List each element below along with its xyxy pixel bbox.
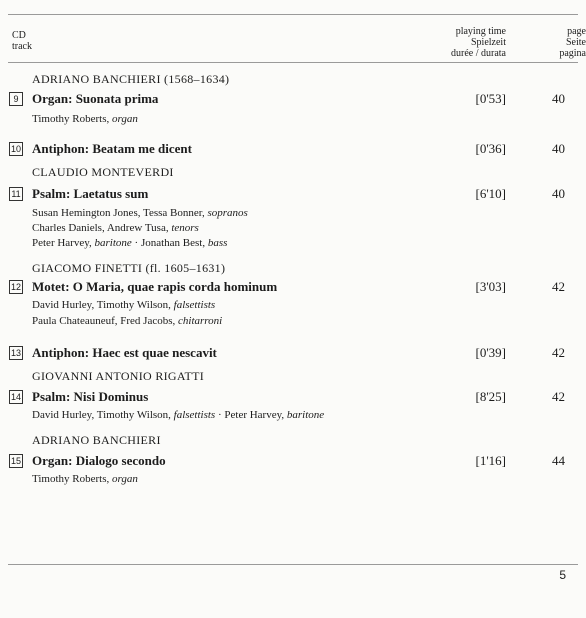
track-title: Motet: O Maria, quae rapis corda hominum: [32, 279, 278, 294]
seite-label: Seite: [566, 37, 586, 48]
track-title: Organ: Dialogo secondo: [32, 453, 166, 468]
track-number: 15: [10, 456, 21, 466]
track-title: Psalm: Nisi Dominus: [32, 389, 149, 404]
track-page: 40: [552, 141, 565, 156]
track-page: 44: [552, 453, 565, 468]
performer-role: tenors: [171, 222, 199, 234]
track-duration: [1'16]: [475, 453, 506, 468]
performer-role: sopranos: [207, 207, 248, 219]
pagina-label: pagina: [559, 48, 586, 59]
track-number: 9: [9, 92, 23, 106]
track-title: Organ: Suonata prima: [32, 91, 159, 106]
performer-role: organ: [111, 473, 138, 485]
track-duration: [6'10]: [475, 186, 506, 201]
duree-label: durée / durata: [451, 48, 506, 59]
track-title: Antiphon: Haec est quae nescavit: [32, 345, 217, 360]
track-title: Psalm: Laetatus sum: [32, 186, 149, 201]
track-number: 14: [10, 392, 21, 402]
performer-name: Timothy Roberts,: [32, 113, 110, 125]
performer-line: [32, 409, 324, 421]
track-number: 10: [10, 144, 21, 154]
performer-names: David Hurley, Timothy Wilson,: [32, 299, 171, 311]
composer-heading: GIACOMO FINETTI (fl. 1605–1631): [32, 261, 226, 275]
track-number: 11: [9, 187, 23, 201]
performer-role: falsettists: [173, 409, 216, 421]
performer-role: falsettists: [173, 299, 216, 311]
track-page: 40: [552, 186, 565, 201]
composer-heading: ADRIANO BANCHIERI: [32, 433, 161, 447]
page-label: page: [567, 26, 586, 37]
performer-name: Timothy Roberts,: [32, 473, 110, 485]
track-page: 42: [552, 279, 565, 294]
composer-heading: CLAUDIO MONTEVERDI: [32, 165, 174, 179]
performer-names: Susan Hemington Jones, Tessa Bonner,: [32, 207, 205, 219]
cd-label: CD: [12, 30, 26, 41]
top-rule: [8, 14, 578, 15]
track-duration: [0'36]: [475, 141, 506, 156]
performer-role: baritone: [286, 409, 325, 421]
performer-names: · Peter Harvey,: [217, 409, 285, 421]
performer-line: [32, 237, 227, 249]
track-title: Antiphon: Beatam me dicent: [32, 141, 192, 156]
track-duration: [0'39]: [475, 345, 506, 360]
track-number: 13: [10, 348, 21, 358]
performer-role: chitarroni: [178, 315, 223, 327]
performer-line: [32, 473, 138, 485]
track-number: 12: [10, 282, 21, 292]
performer-line: [32, 299, 215, 311]
performer-role: baritone: [94, 237, 132, 249]
playing-time-label: playing time: [455, 26, 506, 37]
performer-line: [32, 315, 222, 327]
performer-line: [32, 222, 199, 234]
performer-names: Paula Chateauneuf, Fred Jacobs,: [32, 315, 176, 327]
track-page: 40: [552, 91, 565, 106]
track-page: 42: [552, 345, 565, 360]
performer-names: Peter Harvey,: [32, 237, 92, 249]
track-duration: [3'03]: [475, 279, 506, 294]
performer-names: David Hurley, Timothy Wilson,: [32, 409, 171, 421]
performer-names: · Jonathan Best,: [134, 237, 206, 249]
performer-line: [32, 207, 248, 219]
spielzeit-label: Spielzeit: [471, 37, 506, 48]
track-duration: [8'25]: [475, 389, 506, 404]
performer-role: bass: [207, 237, 228, 249]
composer-heading: GIOVANNI ANTONIO RIGATTI: [32, 369, 205, 383]
track-page: 42: [552, 389, 565, 404]
performer-names: Charles Daniels, Andrew Tusa,: [32, 222, 169, 234]
track-label: track: [12, 41, 32, 52]
composer-heading: ADRIANO BANCHIERI (1568–1634): [32, 72, 230, 86]
performer-line: [32, 113, 138, 125]
page-number: 5: [559, 568, 566, 582]
track-duration: [0'53]: [475, 91, 506, 106]
performer-role: organ: [111, 113, 138, 125]
